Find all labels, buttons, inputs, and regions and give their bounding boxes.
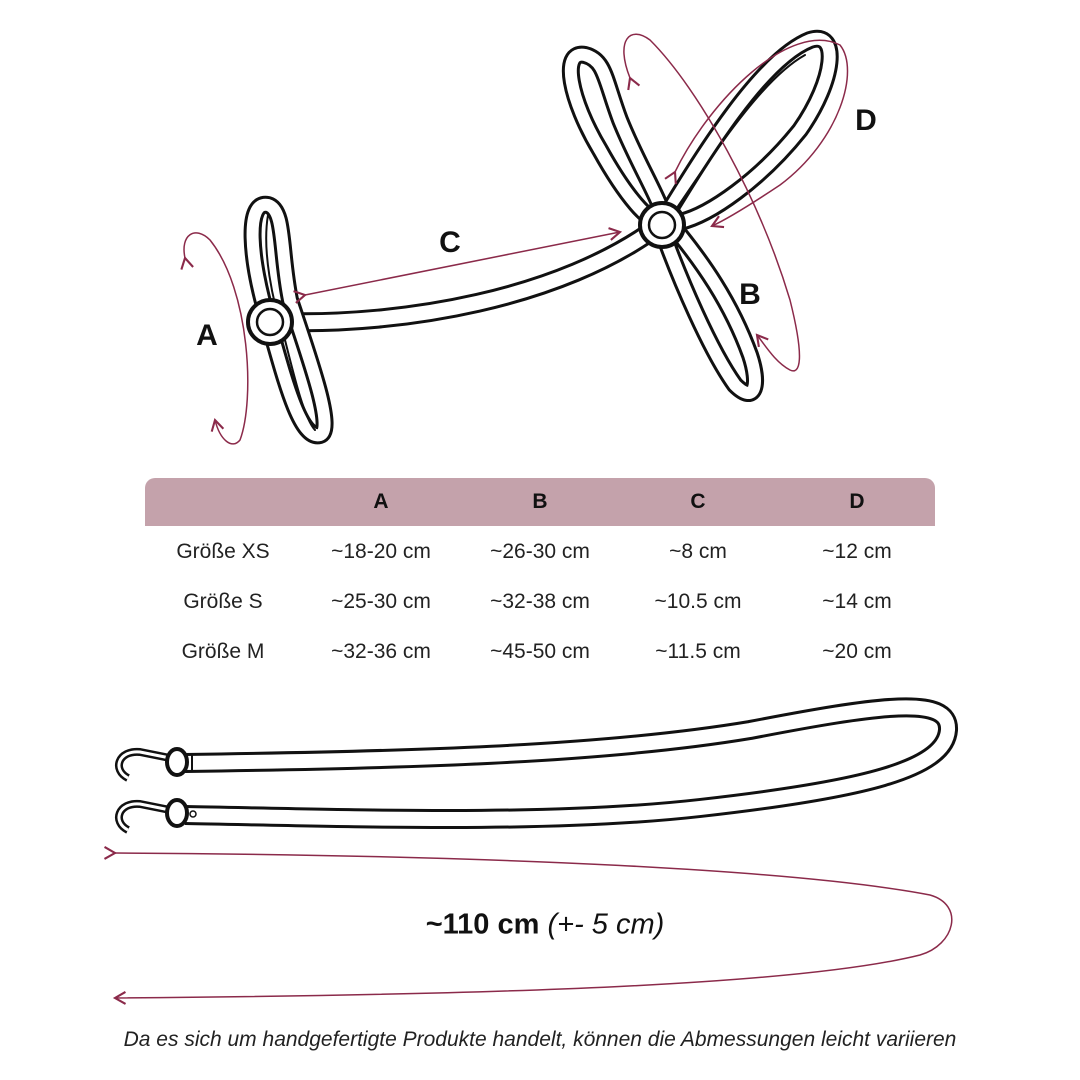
value-d: ~20 cm — [822, 640, 892, 663]
size-label: Größe S — [183, 590, 263, 613]
size-label: Größe XS — [176, 540, 270, 563]
value-d: ~14 cm — [822, 590, 892, 613]
size-table — [145, 478, 935, 663]
harness — [248, 39, 830, 436]
value-c: ~8 cm — [669, 540, 727, 563]
leash-length — [426, 909, 665, 942]
header-d: D — [849, 490, 865, 513]
value-a: ~25-30 cm — [331, 590, 431, 613]
leash-length-value: ~110 cm — [425, 908, 540, 941]
header-a: A — [373, 490, 389, 513]
value-b: ~26-30 cm — [490, 540, 590, 563]
label-c: C — [439, 226, 461, 259]
header-b: B — [532, 490, 548, 513]
header-c: C — [690, 490, 706, 513]
label-d: D — [855, 104, 877, 137]
label-b: B — [739, 278, 761, 311]
leash-length-tolerance: (+- 5 cm) — [547, 908, 665, 941]
value-a: ~32-36 cm — [331, 640, 431, 663]
leash — [119, 707, 948, 830]
label-a: A — [196, 319, 218, 352]
snap-hook-top — [119, 749, 192, 778]
value-c: ~11.5 cm — [655, 640, 741, 663]
value-a: ~18-20 cm — [331, 540, 431, 563]
table-header — [145, 478, 935, 526]
size-label: Größe M — [181, 640, 265, 663]
snap-hook-bottom — [119, 800, 196, 830]
footnote: Da es sich um handgefertigte Produkte handelt, können die Abmessungen leicht variieren — [123, 1028, 957, 1051]
value-b: ~32-38 cm — [490, 590, 590, 613]
value-d: ~12 cm — [822, 540, 892, 563]
value-b: ~45-50 cm — [490, 640, 590, 663]
value-c: ~10.5 cm — [654, 590, 742, 613]
